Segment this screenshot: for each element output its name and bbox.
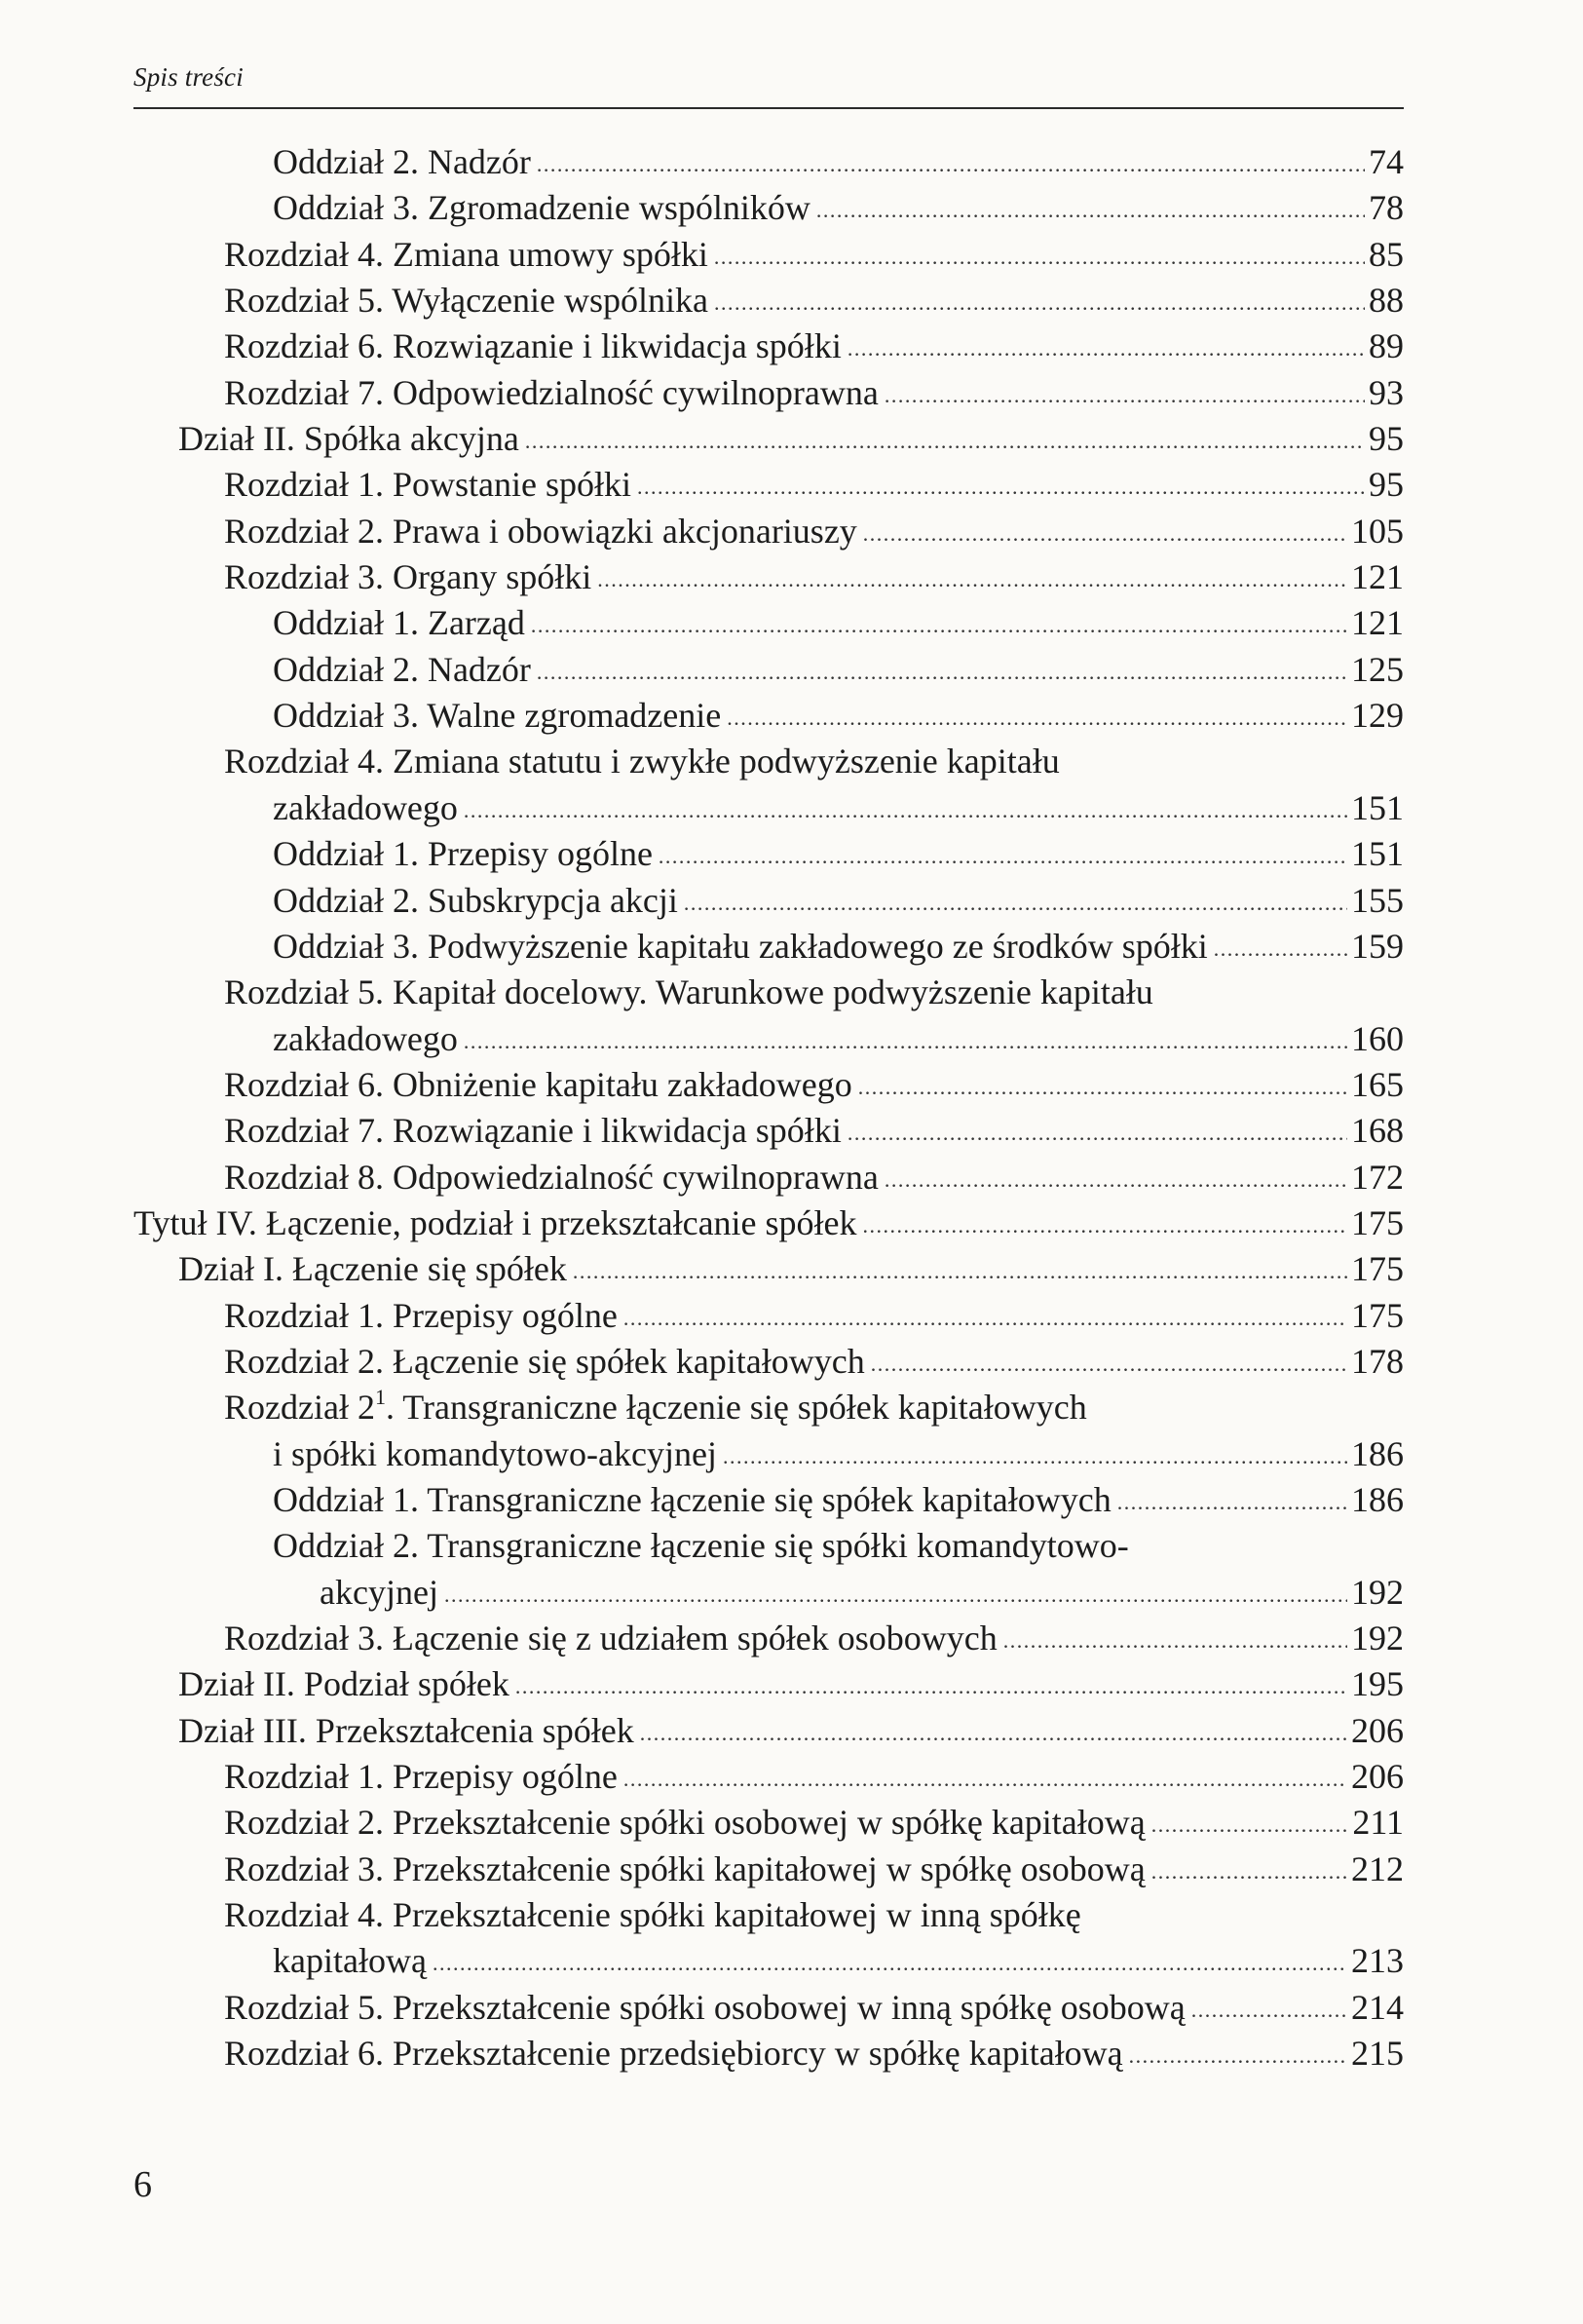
toc-entry-title <box>224 1385 1087 1430</box>
toc-entry-page: 93 <box>1369 372 1404 412</box>
toc-entry-page: 211 <box>1352 1803 1404 1843</box>
dot-leader <box>433 1940 1347 1986</box>
dot-leader <box>525 418 1365 464</box>
toc-entry-title-text: Rozdział 3. Organy spółki <box>224 557 592 597</box>
toc-entry-page: 165 <box>1351 1064 1404 1104</box>
toc-entry-title <box>273 139 531 185</box>
toc-entry[interactable] <box>0 1800 1583 1846</box>
toc-entry-page: 215 <box>1351 2034 1404 2074</box>
toc-entry-title <box>178 1708 634 1754</box>
toc-entry-page: 186 <box>1351 1479 1404 1519</box>
toc-entry[interactable] <box>0 1708 1583 1754</box>
toc-entry-title-text: Oddział 1. Zarząd <box>273 603 525 643</box>
dot-leader <box>1117 1479 1347 1525</box>
dot-leader <box>464 1018 1347 1064</box>
dot-leader <box>885 372 1365 418</box>
toc-entry-title-text: Oddział 2. Nadzór <box>273 649 531 689</box>
toc-entry-page: 89 <box>1369 326 1404 366</box>
toc-entry-page: 214 <box>1351 1987 1404 2027</box>
dot-leader <box>464 787 1347 833</box>
toc-entry-title-text: Rozdział 5. Wyłączenie wspólnika <box>224 281 709 321</box>
toc-entry-title <box>224 1339 865 1385</box>
toc-entry-page: 155 <box>1351 880 1404 920</box>
toc-entry-page: 95 <box>1369 465 1404 505</box>
page-number: 6 <box>133 2164 152 2205</box>
toc-entry[interactable] <box>0 2031 1583 2076</box>
dot-leader <box>848 1110 1347 1156</box>
dot-leader <box>714 234 1365 280</box>
toc-entry-title-text: Rozdział 3. Łączenie się z udziałem spółek osobowych <box>224 1619 998 1657</box>
toc-entry-title-text: Dział I. Łączenie się spółek <box>178 1249 567 1289</box>
toc-entry-page: 192 <box>1351 1619 1404 1657</box>
toc-entry-title <box>273 185 810 231</box>
toc-entry-page: 192 <box>1351 1572 1404 1612</box>
toc-entry-page: 95 <box>1369 419 1404 459</box>
toc-entry-title-text: Rozdział 4. Przekształcenie spółki kapitałowej w inną spółkę <box>224 1895 1081 1935</box>
dot-leader <box>515 1663 1347 1709</box>
toc-entry-page: 175 <box>1351 1249 1404 1289</box>
running-header: Spis treści <box>133 62 244 92</box>
toc-entry-title-continuation: i spółki komandytowo-akcyjnej <box>273 1433 717 1473</box>
toc-entry[interactable] <box>0 647 1583 693</box>
toc-entry-title <box>224 324 842 369</box>
toc-entry-title-text: Dział II. Spółka akcyjna <box>178 419 519 459</box>
toc-entry-title-text: Rozdział 6. Przekształcenie przedsiębiorcy w spółkę kapitałową <box>224 2034 1123 2074</box>
dot-leader <box>863 1202 1347 1248</box>
toc-entry[interactable] <box>0 693 1583 739</box>
toc-entry-title-text: Rozdział 7. Odpowiedzialność cywilnoprawna <box>224 372 879 412</box>
toc-entry-title-continuation: zakładowego <box>273 787 458 827</box>
toc-entry[interactable] <box>0 739 1583 831</box>
toc-entry[interactable] <box>0 1847 1583 1892</box>
dot-leader <box>1151 1802 1349 1848</box>
toc-entry-title-rest: . Transgraniczne łączenie się spółek kapitałowych <box>385 1388 1087 1428</box>
toc-entry-page: 213 <box>1351 1941 1404 1981</box>
toc-entry-page: 172 <box>1351 1157 1404 1197</box>
dot-leader <box>640 1710 1347 1756</box>
dot-leader <box>848 325 1365 371</box>
toc-entry-page: 175 <box>1351 1202 1404 1242</box>
toc-entry-title <box>224 509 857 554</box>
dot-leader <box>659 833 1347 879</box>
toc-entry[interactable] <box>0 1616 1583 1661</box>
toc-entry-page: 206 <box>1351 1710 1404 1750</box>
toc-entry-page: 206 <box>1351 1757 1404 1797</box>
toc-entry-page: 212 <box>1351 1848 1404 1888</box>
toc-entry-title <box>224 232 708 278</box>
toc-entry-page: 85 <box>1369 234 1404 274</box>
toc-entry[interactable] <box>0 462 1583 508</box>
toc-entry-page: 175 <box>1351 1295 1404 1335</box>
toc-entry-title <box>224 970 1153 1015</box>
toc-entry-superscript: 1 <box>374 1385 386 1410</box>
dot-leader <box>573 1248 1347 1294</box>
dot-leader <box>1214 926 1347 972</box>
dot-leader <box>597 556 1347 602</box>
dot-leader <box>684 880 1347 926</box>
toc-entry[interactable] <box>0 878 1583 924</box>
toc-entry-title-text: Oddział 2. Nadzór <box>273 142 531 181</box>
toc-entry-title-text: Oddział 2. Subskrypcja akcji <box>273 880 678 920</box>
toc-entry-title-text: Rozdział 6. Rozwiązanie i likwidacja spółki <box>224 326 842 366</box>
toc-entry-page: 186 <box>1351 1433 1404 1473</box>
toc-entry[interactable] <box>0 1892 1583 1985</box>
toc-entry[interactable] <box>0 970 1583 1062</box>
toc-entry-title-text: Oddział 3. Podwyższenie kapitału zakładowego ze środków spółki <box>273 926 1208 966</box>
dot-leader <box>1129 2033 1347 2078</box>
dot-leader <box>444 1572 1347 1618</box>
toc-entry-title <box>224 1108 842 1154</box>
dot-leader <box>885 1157 1347 1202</box>
toc-entry-title <box>224 2031 1123 2076</box>
dot-leader <box>531 602 1347 648</box>
toc-entry-page: 88 <box>1369 281 1404 321</box>
toc-entry-title-text: Rozdział 2 <box>224 1388 375 1428</box>
toc-entry-page: 125 <box>1351 649 1404 689</box>
toc-entry-title <box>224 1847 1146 1892</box>
toc-entry[interactable] <box>0 1062 1583 1108</box>
toc-entry[interactable] <box>0 370 1583 416</box>
dot-leader <box>623 1756 1347 1802</box>
toc-entry[interactable] <box>0 1477 1583 1523</box>
dot-leader <box>816 187 1365 233</box>
toc-entry[interactable] <box>0 600 1583 646</box>
toc-entry-title <box>178 1246 567 1292</box>
toc-entry-title-continuation: akcyjnej <box>320 1572 438 1612</box>
toc-entry-title-text: Oddział 1. Transgraniczne łączenie się spółek kapitałowych <box>273 1479 1112 1519</box>
toc-entry-page: 151 <box>1351 787 1404 827</box>
toc-entry-title-text: Dział II. Podział spółek <box>178 1664 509 1704</box>
toc-entry-title-text: Rozdział 2. Łączenie się spółek kapitałowych <box>224 1341 865 1381</box>
toc-entry-title-text: Oddział 1. Przepisy ogólne <box>273 834 653 874</box>
toc-entry-title-text: Rozdział 4. Zmiana statutu i zwykłe podwyższenie kapitału <box>224 742 1060 781</box>
toc-entry[interactable] <box>0 1385 1583 1477</box>
toc-entry[interactable] <box>0 1155 1583 1200</box>
toc-entry-title <box>273 600 525 646</box>
toc-entry-title-text: Rozdział 1. Przepisy ogólne <box>224 1295 618 1335</box>
dot-leader <box>537 141 1365 187</box>
toc-entry-title-text: Oddział 2. Transgraniczne łączenie się spółki komandytowo- <box>273 1526 1129 1566</box>
toc-entry[interactable] <box>0 924 1583 970</box>
toc-entry-title <box>224 462 631 508</box>
toc-entry-title-text: Tytuł IV. Łączenie, podział i przekształcanie spółek <box>133 1202 857 1242</box>
toc-entry-title <box>178 1661 509 1707</box>
toc-entry-page: 159 <box>1351 926 1404 966</box>
toc-entry-title <box>273 878 678 924</box>
dot-leader <box>623 1295 1347 1341</box>
toc-entry-title <box>224 1892 1081 1938</box>
dot-leader <box>863 511 1347 556</box>
toc-entry-title <box>273 831 653 877</box>
dot-leader <box>537 649 1347 695</box>
toc-entry[interactable] <box>0 1200 1583 1246</box>
toc-entry-page: 121 <box>1351 603 1404 643</box>
toc-entry[interactable] <box>0 416 1583 462</box>
toc-entry-title <box>273 1523 1129 1569</box>
toc-entry-title-text: Rozdział 1. Powstanie spółki <box>224 465 631 505</box>
toc-entry-title <box>224 1800 1146 1846</box>
toc-entry-title <box>224 739 1060 784</box>
toc-entry[interactable] <box>0 278 1583 324</box>
toc-entry-title-text: Rozdział 3. Przekształcenie spółki kapitałowej w spółkę osobową <box>224 1848 1146 1888</box>
toc-entry[interactable] <box>0 1246 1583 1292</box>
dot-leader <box>727 695 1347 741</box>
toc-entry[interactable] <box>0 139 1583 185</box>
toc-entry-title <box>133 1200 857 1246</box>
toc-entry-title <box>224 1062 852 1108</box>
dot-leader <box>871 1341 1347 1387</box>
toc-entry-title-text: Rozdział 5. Przekształcenie spółki osobowej w inną spółkę osobową <box>224 1987 1186 2027</box>
toc-entry-title-text: Rozdział 2. Przekształcenie spółki osobowej w spółkę kapitałową <box>224 1803 1146 1843</box>
toc-entry-title <box>273 1477 1112 1523</box>
toc-entry-title-text: Rozdział 5. Kapitał docelowy. Warunkowe podwyższenie kapitału <box>224 972 1153 1012</box>
toc-entry-title-continuation: kapitałową <box>273 1941 427 1981</box>
toc-entry-title <box>273 693 721 739</box>
toc-entry-page: 160 <box>1351 1018 1404 1058</box>
dot-leader <box>858 1064 1347 1110</box>
toc-entry[interactable] <box>0 1293 1583 1339</box>
toc-entry-title <box>224 1155 879 1200</box>
toc-entry-title-text: Rozdział 8. Odpowiedzialność cywilnoprawna <box>224 1157 879 1197</box>
toc-entry[interactable] <box>0 1661 1583 1707</box>
dot-leader <box>1191 1987 1347 2033</box>
toc-entry-title-text: Rozdział 4. Zmiana umowy spółki <box>224 234 708 274</box>
toc-entry[interactable] <box>0 1108 1583 1154</box>
toc-entry-page: 178 <box>1351 1341 1404 1381</box>
toc-entry-page: 74 <box>1369 142 1404 181</box>
toc-entry-title <box>224 1754 618 1800</box>
toc-entry-title-text: Rozdział 2. Prawa i obowiązki akcjonariuszy <box>224 511 857 551</box>
toc-entry[interactable] <box>0 554 1583 600</box>
toc-entry[interactable] <box>0 185 1583 231</box>
toc-entry-page: 129 <box>1351 696 1404 736</box>
toc-entry-title-text: Rozdział 6. Obniżenie kapitału zakładowego <box>224 1064 852 1104</box>
toc-entry-page: 121 <box>1351 557 1404 597</box>
toc-entry[interactable] <box>0 1754 1583 1800</box>
dot-leader <box>637 464 1365 510</box>
toc-entry-title <box>224 1985 1186 2031</box>
toc-entry[interactable] <box>0 232 1583 278</box>
toc-entry[interactable] <box>0 509 1583 554</box>
toc-entry[interactable] <box>0 831 1583 877</box>
toc-entry-title <box>224 370 879 416</box>
dot-leader <box>723 1433 1347 1479</box>
dot-leader <box>1151 1848 1347 1894</box>
toc-entry-title-text: Rozdział 1. Przepisy ogólne <box>224 1757 618 1797</box>
dot-leader <box>1003 1618 1347 1663</box>
toc-entry[interactable] <box>0 1339 1583 1385</box>
toc-entry-title-text: Rozdział 7. Rozwiązanie i likwidacja spółki <box>224 1111 842 1151</box>
toc-entry-title <box>224 1293 618 1339</box>
toc-entry[interactable] <box>0 1985 1583 2031</box>
toc-entry-title-continuation: zakładowego <box>273 1018 458 1058</box>
toc-entry-title <box>178 416 519 462</box>
dot-leader <box>714 280 1365 325</box>
toc-entry-title <box>224 278 708 324</box>
toc-entry-page: 105 <box>1351 511 1404 551</box>
toc-entry-page: 78 <box>1369 188 1404 228</box>
toc-entry[interactable] <box>0 1523 1583 1616</box>
header-rule <box>133 107 1404 109</box>
toc-entry-title <box>224 554 591 600</box>
table-of-contents <box>0 139 1583 2076</box>
toc-entry-title <box>273 924 1208 970</box>
toc-entry-page: 195 <box>1351 1664 1404 1704</box>
toc-entry-title-text: Oddział 3. Zgromadzenie wspólników <box>273 188 810 228</box>
toc-entry[interactable] <box>0 324 1583 369</box>
toc-entry-title <box>224 1616 998 1661</box>
toc-entry-title-text: Dział III. Przekształcenia spółek <box>178 1710 634 1750</box>
toc-entry-title-text: Oddział 3. Walne zgromadzenie <box>273 696 722 736</box>
toc-entry-page: 151 <box>1351 834 1404 874</box>
toc-entry-title <box>273 647 531 693</box>
toc-entry-page: 168 <box>1351 1111 1404 1151</box>
